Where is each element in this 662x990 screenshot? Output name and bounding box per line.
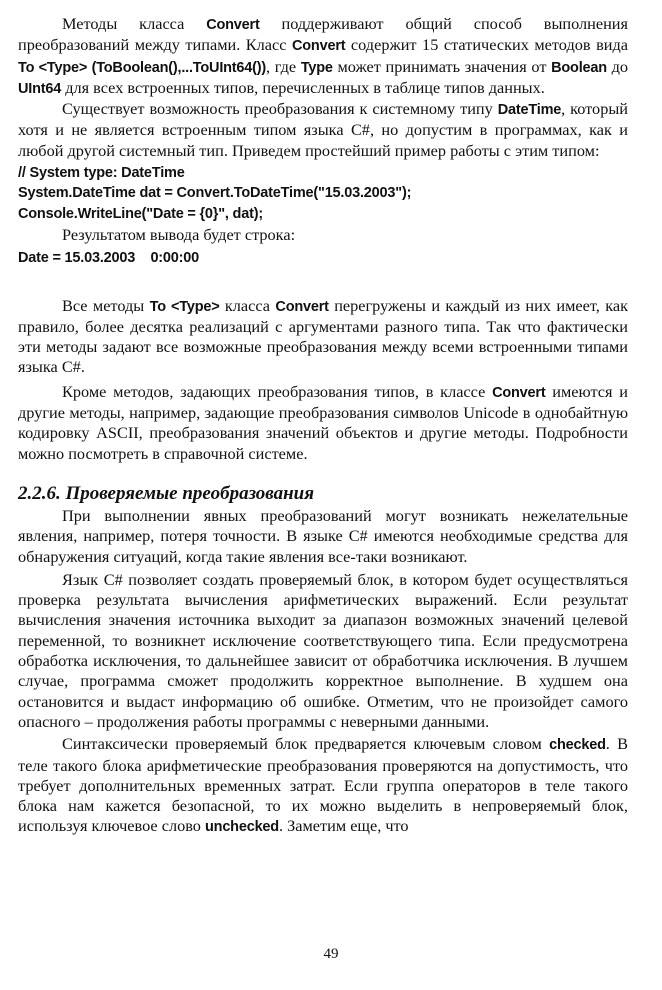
paragraph-checked-block: Язык C# позволяет создать проверяемый блок, в котором будет осуществляться проверка результата вычисления арифметических выражений. Если результат вычисления значения источника выходит за диапазон возможных значений целевой переменной, то возникнет исключение соответствующего типа. Если предусмотрена обработка исключения, то дальнейшее зависит от обработчика исключения. В лучшем случае, программа сможет продолжить корректное выполнение. В худшем она остановится и выдаст информацию об ошибке. Отметим, что не произойдет самого опасного – продолжения работы программы с неверными данными. <box>18 569 628 731</box>
paragraph-explicit-conversions: При выполнении явных преобразований могут возникать нежелательные явления, например, потеря точности. В языке C# имеются необходимые средства для обнаружения ситуаций, когда такие явления все-таки возникают. <box>18 505 628 566</box>
paragraph-other-methods: Кроме методов, задающих преобразования типов, в классе Convert имеются и другие методы, например, задающие преобразования символов Unicode в однобайтную кодировку ASCII, преобразования значений объектов и другие методы. Подробности можно посмотреть в справочной системе. <box>18 381 628 463</box>
page-number: 49 <box>323 946 339 962</box>
paragraph-datetime: Существует возможность преобразования к системному типу DateTime, который хотя и не является встроенным типом языка C#, но допустим в программах, как и любой другой системный тип. Приведем простейший пример работы с этим типом: <box>18 99 628 160</box>
paragraph-output-intro: Результатом вывода будет строка: <box>62 224 296 244</box>
code-line: Console.WriteLine("Date = {0}", dat); <box>18 205 263 222</box>
code-block <box>18 163 628 224</box>
section-heading: 2.2.6. Проверяемые преобразования <box>18 482 315 504</box>
paragraph-to-type: Все методы To <Type> класса Convert перегружены и каждый из них имеет, как правило, более десятка реализаций с аргументами разного типа. Так что фактически эти методы задают все возможные преобразования между всеми встроенными типами языка C#. <box>18 295 628 377</box>
code-line: // System type: DateTime <box>18 165 185 182</box>
output-line: Date = 15.03.2003 0:00:00 <box>18 250 200 267</box>
code-line: System.DateTime dat = Convert.ToDateTime("15.03.2003"); <box>18 185 412 202</box>
paragraph-checked-keyword: Синтаксически проверяемый блок предваряется ключевым словом checked. В теле такого блока арифметические преобразования проверяются на допустимость, что требует дополнительных временных затрат. Если группа операторов в теле такого блока нам кажется безопасной, то их можно выделить в непроверяемый блок, используя ключевое слово unchecked. Заметим еще, что <box>18 734 628 836</box>
paragraph-convert-intro: Методы класса Convert поддерживают общий способ выполнения преобразований между типами. Класс Convert содержит 15 статических методов вида To <Type> (ToBoolean(),...ToUInt64()), где Type может принимать значения от Boolean до UInt64 для всех встроенных типов, перечисленных в таблице типов данных. <box>18 14 629 97</box>
page-body <box>18 14 628 838</box>
